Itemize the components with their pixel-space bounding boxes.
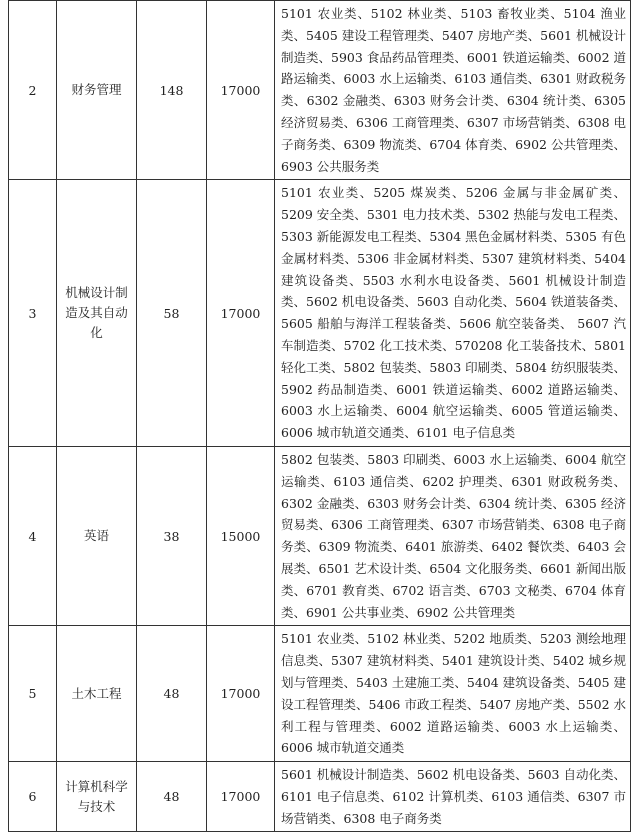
major-name-cell: 计算机科学与技术 (57, 762, 137, 832)
row-index-cell: 3 (9, 180, 57, 447)
major-name-cell: 英语 (57, 446, 137, 625)
plan-count-cell: 48 (137, 626, 207, 762)
major-name-cell: 土木工程 (57, 626, 137, 762)
eligible-categories-cell: 5101 农业类、5102 林业类、5103 畜牧业类、5104 渔业类、5405 建设工程管理类、5407 房地产类、5601 机械设计制造类、5903 食品药品管理类、6001 铁道运输类、6002 道路运输类、6003 水上运输类、6103 通信类、6301 财政税务类、6302 金融类、6303 财务会计类、6304 统计类、6305 经济贸易类、6306 工商管理类、6307 市场营销类、6308 电子商务类、6309 物流类、6704 体育类、6902 公共管理类、6903 公共服务类 (275, 1, 631, 180)
tuition-fee-cell: 17000 (207, 1, 275, 180)
eligible-categories-cell: 5101 农业类、5102 林业类、5202 地质类、5203 测绘地理信息类、5307 建筑材料类、5401 建筑设计类、5402 城乡规划与管理类、5403 土建施工类、5404 建筑设备类、5405 建设工程管理类、5406 市政工程类、5407 房地产类、5502 水利工程与管理类、6002 道路运输类、6003 水上运输类、6006 城市轨道交通类 (275, 626, 631, 762)
row-index-cell: 6 (9, 762, 57, 832)
plan-count-cell: 58 (137, 180, 207, 447)
row-index-cell: 2 (9, 1, 57, 180)
tuition-fee-cell: 17000 (207, 180, 275, 447)
major-name-cell: 机械设计制造及其自动化 (57, 180, 137, 447)
table-row (9, 626, 631, 762)
tuition-fee-cell: 17000 (207, 762, 275, 832)
major-admission-table (8, 0, 631, 832)
tuition-fee-cell: 17000 (207, 626, 275, 762)
plan-count-cell: 148 (137, 1, 207, 180)
table-row (9, 1, 631, 180)
plan-count-cell: 38 (137, 446, 207, 625)
eligible-categories-cell: 5802 包装类、5803 印刷类、6003 水上运输类、6004 航空运输类、6103 通信类、6202 护理类、6301 财政税务类、6302 金融类、6303 财务会计类、6304 统计类、6305 经济贸易类、6306 工商管理类、6307 市场营销类、6308 电子商务类、6309 物流类、6401 旅游类、6402 餐饮类、6403 会展类、6501 艺术设计类、6504 文化服务类、6601 新闻出版类、6701 教育类、6702 语言类、6703 文秘类、6704 体育类、6901 公共事业类、6902 公共管理类 (275, 446, 631, 625)
eligible-categories-cell: 5601 机械设计制造类、5602 机电设备类、5603 自动化类、6101 电子信息类、6102 计算机类、6103 通信类、6307 市场营销类、6308 电子商务类 (275, 762, 631, 832)
major-name-cell: 财务管理 (57, 1, 137, 180)
eligible-categories-cell: 5101 农业类、5205 煤炭类、5206 金属与非金属矿类、5209 安全类、5301 电力技术类、5302 热能与发电工程类、5303 新能源发电工程类、5304 黑色金属材料类、5305 有色金属材料类、5306 非金属材料类、5307 建筑材料类、5404 建筑设备类、5503 水利水电设备类、5601 机械设计制造类、5602 机电设备类、5603 自动化类、5604 铁道装备类、5605 船舶与海洋工程装备类、5606 航空装备类、 5607 汽车制造类、5702 化工技术类、570208 化工装备技术、5801 轻化工类、5802 包装类、5803 印刷类、5804 纺织服装类、5902 药品制造类、6001 铁道运输类、6002 道路运输类、6003 水上运输类、6004 航空运输类、6005 管道运输类、6006 城市轨道交通类、6101 电子信息类 (275, 180, 631, 447)
row-index-cell: 4 (9, 446, 57, 625)
tuition-fee-cell: 15000 (207, 446, 275, 625)
table-row (9, 180, 631, 447)
plan-count-cell: 48 (137, 762, 207, 832)
row-index-cell: 5 (9, 626, 57, 762)
table-row (9, 446, 631, 625)
table-row (9, 762, 631, 832)
